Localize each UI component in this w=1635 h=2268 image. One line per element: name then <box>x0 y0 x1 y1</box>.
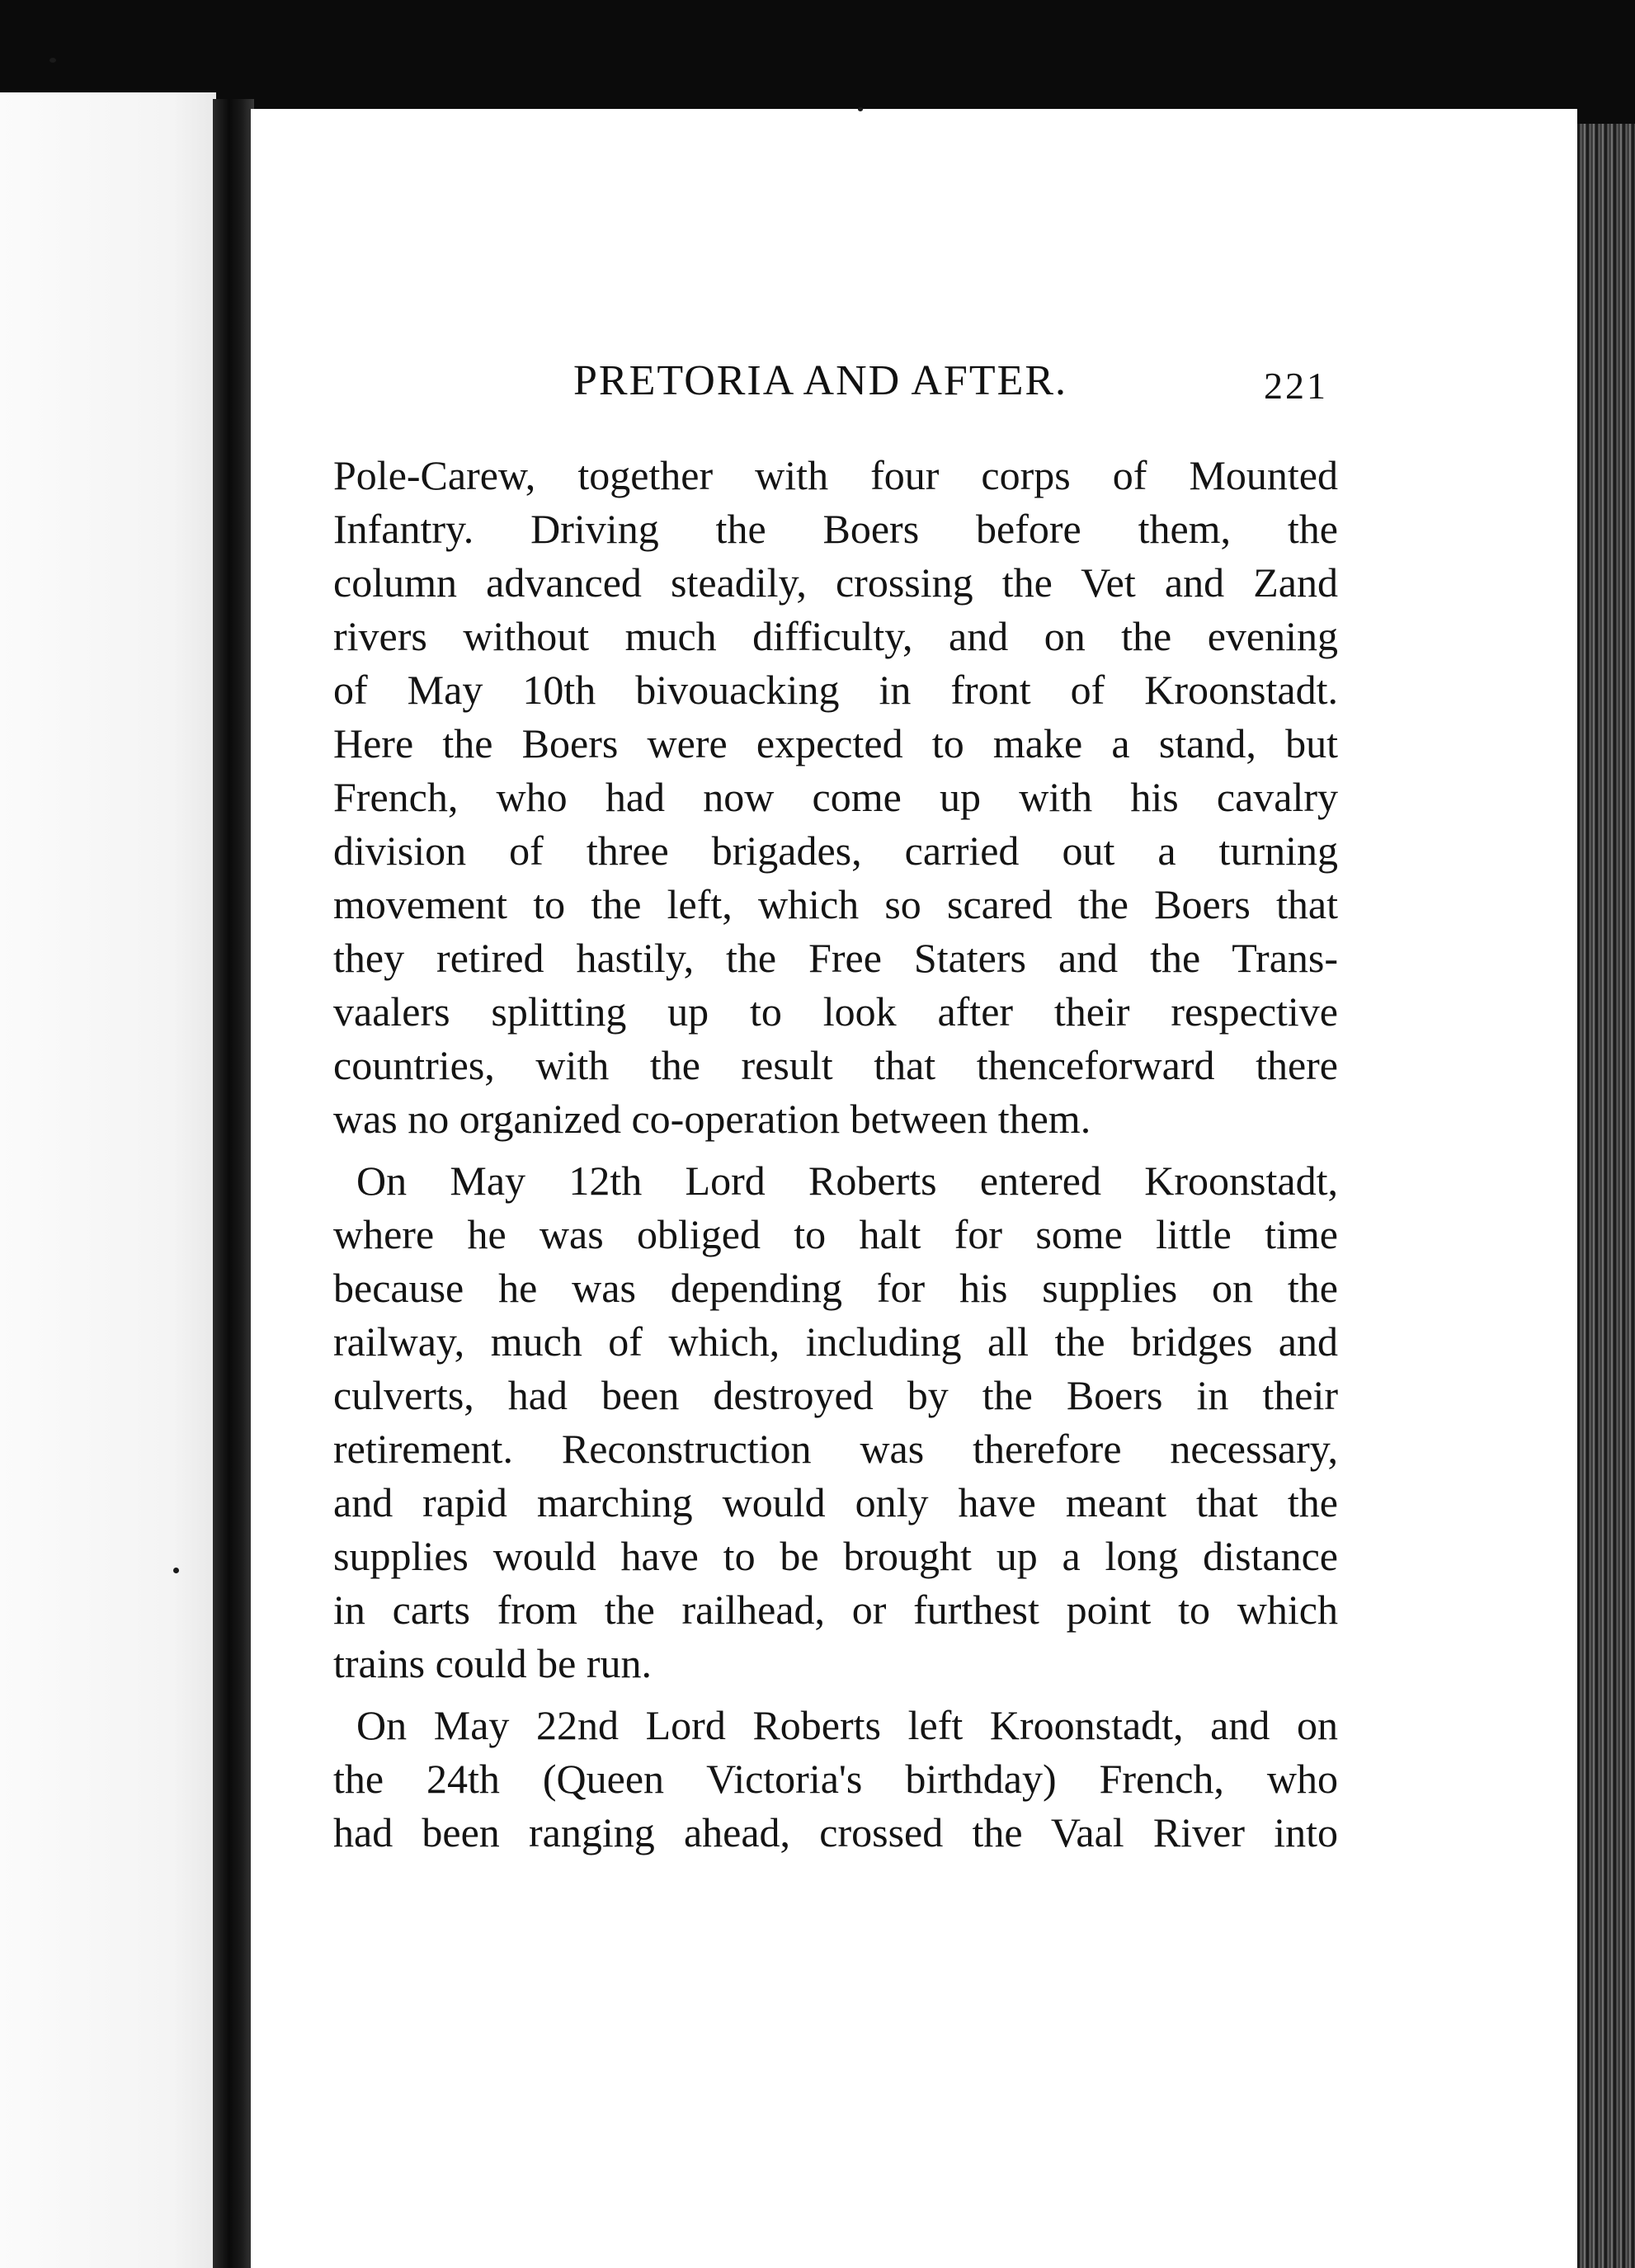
text-line: in carts from the railhead, or furthest point to which <box>333 1587 1338 1633</box>
binding-gutter-left <box>213 99 254 2268</box>
text-line: rivers without much difficulty, and on the evening <box>333 613 1338 659</box>
text-line: supplies would have to be brought up a long distance <box>333 1533 1338 1579</box>
scan-speck <box>173 1568 179 1573</box>
text-line: was no organized co-operation between them. <box>333 1096 1091 1142</box>
text-line: had been ranging ahead, crossed the Vaal River into <box>333 1809 1338 1855</box>
text-line: and rapid marching would only have meant that the <box>333 1479 1338 1525</box>
text-line: countries, with the result that thenceforward there <box>333 1042 1338 1088</box>
body-text <box>333 449 1338 1868</box>
running-head: PRETORIA AND AFTER. <box>573 357 1068 404</box>
text-line: Here the Boers were expected to make a stand, but <box>333 720 1338 766</box>
text-line: retirement. Reconstruction was therefore necessary, <box>333 1426 1338 1472</box>
text-line: railway, much of which, including all the bridges and <box>333 1318 1338 1365</box>
paragraph-1 <box>333 449 1338 1146</box>
text-line: where he was obliged to halt for some little time <box>333 1211 1338 1257</box>
text-line: Infantry. Driving the Boers before them, the <box>333 506 1338 552</box>
text-line: they retired hastily, the Free Staters and the Trans- <box>333 935 1338 981</box>
text-line: culverts, had been destroyed by the Boers in their <box>333 1372 1338 1418</box>
scan-speck <box>49 58 56 63</box>
text-line: of May 10th bivouacking in front of Kroonstadt. <box>333 667 1338 713</box>
book-page <box>251 109 1577 2268</box>
text-line: the 24th (Queen Victoria's birthday) French, who <box>333 1756 1338 1802</box>
text-line: movement to the left, which so scared the Boers that <box>333 881 1338 927</box>
text-line: On May 22nd Lord Roberts left Kroonstadt, and on <box>356 1702 1338 1748</box>
text-line: trains could be run. <box>333 1640 653 1686</box>
facing-page-edge <box>0 92 216 2268</box>
text-line: vaalers splitting up to look after their respective <box>333 988 1338 1035</box>
scan-speck <box>858 107 863 111</box>
text-line: column advanced steadily, crossing the Vet and Zand <box>333 559 1338 606</box>
text-line: Pole-Carew, together with four corps of Mounted <box>333 452 1338 498</box>
text-line: On May 12th Lord Roberts entered Kroonstadt, <box>356 1158 1338 1204</box>
text-line: division of three brigades, carried out a turning <box>333 828 1338 874</box>
paragraph-3 <box>333 1699 1338 1860</box>
page-stack-edges <box>1577 124 1635 2268</box>
paragraph-2 <box>333 1154 1338 1690</box>
text-line: French, who had now come up with his cavalry <box>333 774 1338 820</box>
page-number: 221 <box>1264 365 1328 407</box>
text-line: because he was depending for his supplies on the <box>333 1265 1338 1311</box>
